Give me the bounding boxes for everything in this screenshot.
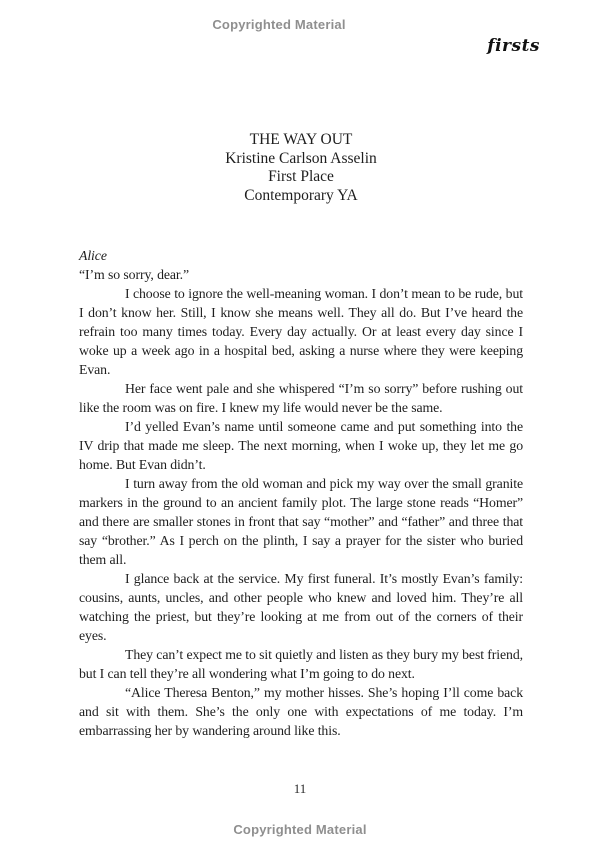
copyright-notice-top: Copyrighted Material xyxy=(212,17,346,32)
story-title-block xyxy=(79,131,523,206)
running-head-book-title: firsts xyxy=(487,36,540,56)
story-title: THE WAY OUT xyxy=(249,131,353,148)
story-paragraph: I’d yelled Evan’s name until someone came and put something into the IV drip that made me sleep. The next morning, when I woke up, they let me go home. But Evan didn’t. xyxy=(79,419,523,472)
story-author: Kristine Carlson Asselin xyxy=(225,149,377,167)
story-category: Contemporary YA xyxy=(244,187,358,205)
story-paragraph: I glance back at the service. My first funeral. It’s mostly Evan’s family: cousins, aunts, uncles, and other people who knew and loved him. They’re all watching the priest, but they’re looking at me from out of the corners of their eyes. xyxy=(79,571,523,643)
copyright-notice-bottom: Copyrighted Material xyxy=(233,822,367,837)
story-paragraph: “I’m so sorry, dear.” xyxy=(79,267,190,282)
story-paragraph: I turn away from the old woman and pick my way over the small granite markers in the ground to an ancient family plot. The large stone reads “Homer” and there are smaller stones in front that say “mother” and “father” and three that say “brother.” As I perch on the plinth, I say a prayer for the sister who buried them all. xyxy=(79,476,523,567)
story-award: First Place xyxy=(268,168,334,186)
story-paragraph: Her face went pale and she whispered “I’m so sorry” before rushing out like the room was on fire. I knew my life would never be the same. xyxy=(79,381,523,415)
page-number: 11 xyxy=(293,781,307,796)
story-paragraph: They can’t expect me to sit quietly and listen as they bury my best friend, but I can tell they’re all wondering what I’m going to do next. xyxy=(79,647,523,681)
pov-heading: Alice xyxy=(79,248,107,263)
story-paragraph: I choose to ignore the well-meaning woman. I don’t mean to be rude, but I don’t know her. Still, I know she means well. They all do. But I’ve heard the refrain too many times today. Every day actually. Or at least every day since I woke up a week ago in a hospital bed, asking a nurse where they were keeping Evan. xyxy=(79,286,523,377)
story-body xyxy=(79,246,523,740)
story-paragraph: “Alice Theresa Benton,” my mother hisses. She’s hoping I’ll come back and sit with them. She’s the only one with expectations of me today. I’m embarrassing her by wandering around like this. xyxy=(79,685,523,738)
